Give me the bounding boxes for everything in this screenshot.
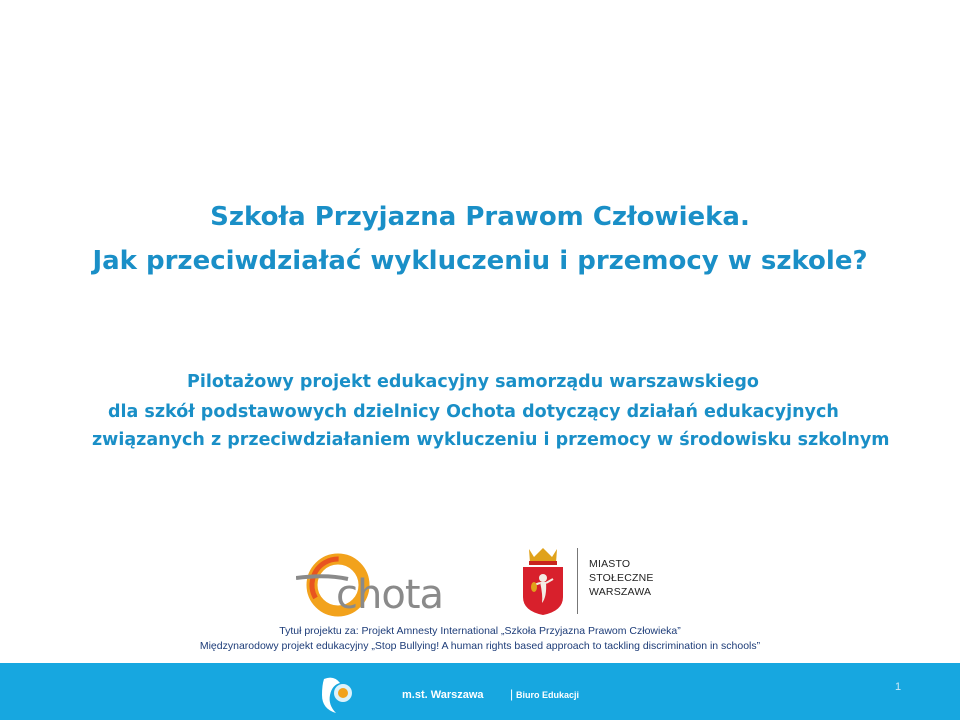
credit-line-1: Tytuł projektu za: Projekt Amnesty International „Szkoła Przyjazna Prawom Człowieka” [279, 625, 681, 637]
slide-title-line-1: Szkoła Przyjazna Prawom Człowieka. [210, 202, 750, 232]
footer-org: m.st. Warszawa [402, 689, 484, 701]
city-line-1: MIASTO [589, 558, 631, 570]
slide-title-line-2: Jak przeciwdziałać wykluczeniu i przemocy w szkole? [92, 246, 868, 276]
subtitle-line-3: związanych z przeciwdziałaniem wykluczeniu i przemocy w środowisku szkolnym [92, 430, 890, 450]
page-number: 1 [895, 681, 902, 693]
city-line-3: WARSZAWA [589, 586, 652, 598]
footer-dept: Biuro Edukacji [516, 690, 580, 700]
city-line-2: STOŁECZNE [589, 572, 654, 584]
ochota-logo [296, 552, 468, 618]
footer-bar [0, 663, 960, 720]
partner-logos [0, 540, 960, 620]
city-name-logo [589, 557, 654, 599]
subtitle-line-2: dla szkół podstawowych dzielnicy Ochota dotyczący działań edukacyjnych [108, 402, 839, 422]
edukacja-logo-icon [318, 675, 358, 715]
logo-divider [577, 548, 578, 614]
footer-separator: | [510, 687, 514, 701]
warsaw-crest-icon [520, 545, 566, 617]
subtitle-line-1: Pilotażowy projekt edukacyjny samorządu warszawskiego [187, 372, 759, 392]
svg-text:chota: chota [336, 572, 444, 618]
credit-line-2: Międzynarodowy projekt edukacyjny „Stop Bullying! A human rights based approach to tackling discrimination in schools” [199, 640, 761, 652]
